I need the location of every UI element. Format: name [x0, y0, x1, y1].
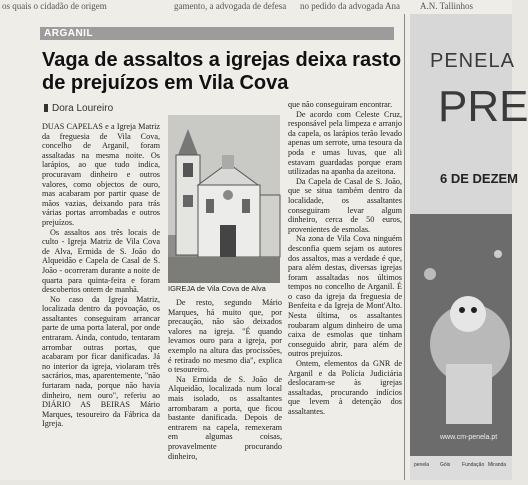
- byline-marker-icon: [44, 104, 48, 112]
- article-column-3: [288, 100, 402, 417]
- ad-brand: PENELA: [430, 50, 515, 72]
- column-divider: [404, 14, 405, 480]
- paragraph: Da Capela de Casal de S. João, que se situa também dentro da localidade, os assaltantes conseguiram levar algum dinheiro, cerca de 50 euros, provenientes de esmolas.: [288, 176, 402, 234]
- paragraph: Os assaltos aos três locais de culto - Igreja Matriz de Vila Cova de Alva, Ermida de S. João do Alqueidão e Capela de Casal de S. João - ocorreram durante a noite de quarta para quinta-feira e foram descobertos ontem de manhã.: [42, 227, 160, 295]
- sponsor-logo: penela: [414, 462, 430, 468]
- paragraph: Na Ermida de S. João de Alqueidão, localizada num local mais isolado, os assaltantes arrombaram a porta, que ficou bastante danificada. Depois de entrarem na capela, remexeram em algumas coisas, provavelmente procurando dinheiro,: [168, 374, 282, 461]
- ad-date: 6 DE DEZEM: [440, 171, 519, 186]
- headline: Vaga de assaltos a igrejas deixa rasto de prejuízos em Vila Cova: [42, 49, 402, 94]
- paragraph: DUAS CAPELAS e a Igreja Matriz da freguesia de Vila Cova, concelho de Arganil, foram assaltadas na mesma noite. Os larápios, ao que tudo indica, procuravam dinheiro e outros valores, como objectos de ouro, mas acabaram por partir quase de mãos vazias, deixando para trás várias portas arrombadas e outros prejuízos.: [42, 122, 160, 227]
- byline: [44, 103, 113, 114]
- byline-author: Dora Loureiro: [52, 103, 114, 114]
- paragraph: Ontem, elementos da GNR de Arganil e da Polícia Judiciária deslocaram-se às igrejas assaltadas, procurando indícios que levem à detenção dos assaltantes.: [288, 359, 402, 416]
- paragraph: No caso da Igreja Matriz, localizada dentro da povoação, os assaltantes conseguiram arrancar parte de uma porta lateral, por onde entraram. Ainda, contudo, tentaram arrombar outras portas, que acabaram por ficar danificadas. Já no interior da igreja, violaram três sacrários, mas, aparentemente, "não furtaram nada, porque não havia dinheiro, nem ouro", referiu ao DIÁRIO AS BEIRAS Mário Marques, tesoureiro da Fábrica da Igreja.: [42, 294, 160, 429]
- strip-text-1: os quais o cidadão de origem: [2, 1, 107, 11]
- strip-text-2: gamento, a advogada de defesa: [174, 1, 287, 11]
- section-label: ARGANIL: [44, 28, 94, 39]
- photo-caption: IGREJA de Vila Cova de Alva: [168, 284, 266, 293]
- paragraph: que não conseguiram encontrar.: [288, 100, 393, 109]
- paragraph: Na zona de Vila Cova ninguém desconfia quem sejam os autores dos assaltos, mas a verdade é que, para além destas, diversas igrejas foram assaltadas nos últimos tempos no concelho de Arganil. É o caso da igreja da freguesia de Benfeita e da Igreja de Mont'Alto. Nesta última, os assaltantes roubaram algum dinheiro de uma caixa de esmolas que tinham conseguido abrir, para além de outros prejuízos.: [288, 234, 402, 359]
- section-bar: [40, 27, 394, 40]
- paragraph: De resto, segundo Mário Marques, há muito que, por precaução, não são deixados valores na igreja. "É quando levamos ouro para a igreja, por exemplo na altura das procissões, é retirado no mesmo dia", explica o tesoureiro.: [168, 298, 282, 375]
- advertisement: [410, 14, 528, 480]
- strip-text-3: no pedido da advogada Ana: [300, 1, 400, 11]
- ad-url: www.cm-penela.pt: [440, 434, 498, 441]
- ad-sponsor-bar: [410, 456, 512, 480]
- previous-article-strip: [0, 0, 512, 14]
- church-illustration: [168, 115, 280, 283]
- sponsor-logo: Miranda: [488, 462, 507, 468]
- article-column-2: [168, 298, 282, 461]
- sponsor-logo: Góis: [440, 462, 451, 468]
- strip-text-4: A.N. Tallinhos: [420, 1, 473, 11]
- ad-big-word: PRE: [438, 82, 528, 131]
- article-column-1: [42, 122, 160, 429]
- paragraph: De acordo com Celeste Cruz, responsável pela limpeza e arranjo da capela, os larápios terão levado apenas um serrote, uma tesoura da poda e umas luvas, que ali estavam guardadas porque eram utilizadas na apanha da azeitona.: [288, 109, 402, 177]
- church-photo: [168, 115, 280, 283]
- sponsor-logo: Fundação: [462, 462, 485, 468]
